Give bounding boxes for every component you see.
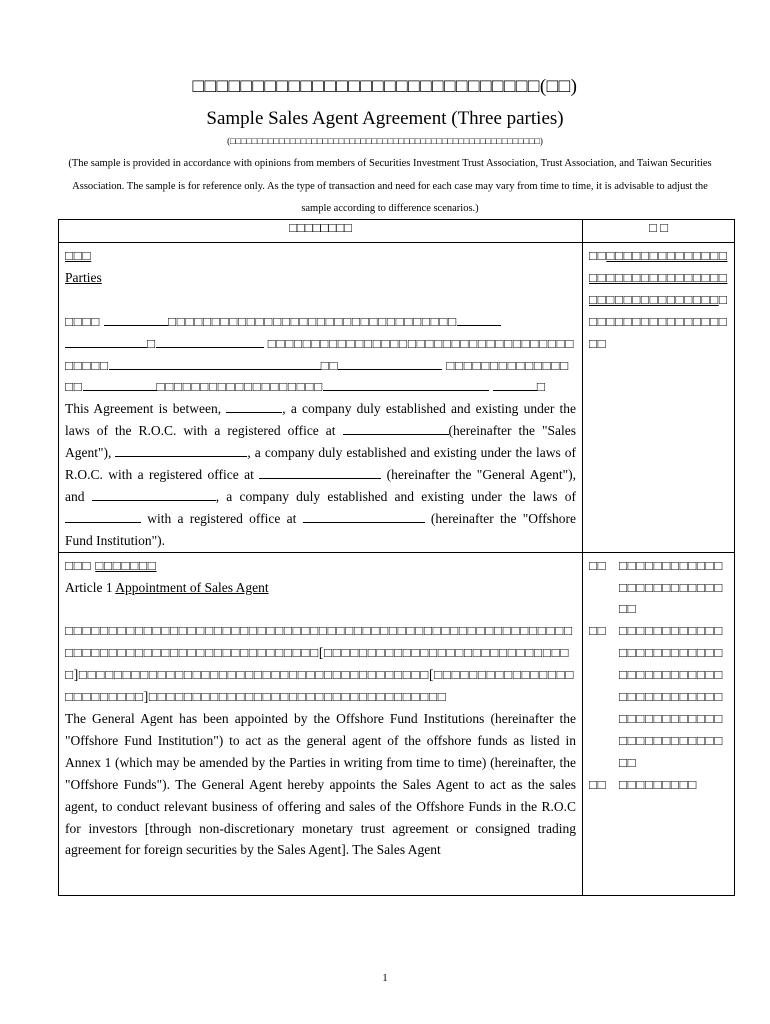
article-1-row bbox=[59, 552, 735, 895]
article-1-notes bbox=[583, 553, 734, 796]
sample-note-english: (The sample is provided in accordance with opinions from members of Securities Investment Trust Association, Trust Association, and Taiwan Securities Association. The sample is for reference only. As the type of transaction and need for each case may vary from time to time, it is advisable to adjust the sample according to difference scenarios.) bbox=[68, 158, 712, 214]
article-1-heading-chinese: □□□ □□□□□□□ bbox=[65, 557, 157, 573]
parties-note: □□□□□□□□□□□□□□□□□□□□□□□□□□□□□□□□□□□□□□□□□□□□□□□□□□□□□□□□□□□□□□□□□□ bbox=[589, 248, 728, 351]
parties-heading-chinese: □□□ bbox=[65, 248, 92, 263]
document-title-chinese: □□□□□□□□□□□□□□□□□□□□□□□□□□□□□(□□) bbox=[192, 76, 578, 97]
article-1-note: □□ □□□□□□□□□□□□□□□□□□□□□□□□□□□□□□□□□□□□□□□□□□□□□□□□□□□□□□□□□□□□□□□□□□□□□□□□□□ bbox=[589, 623, 723, 770]
article-1-heading-english: Article 1 Appointment of Sales Agent bbox=[65, 579, 269, 595]
column-header-clauses: □□□□□□□□ bbox=[59, 220, 583, 243]
article-1-body-chinese: □□□□□□□□□□□□□□□□□□□□□□□□□□□□□□□□□□□□□□□□□□□□□□□□□□□□□□□□□□□□□□□□□□□□□□□□□□□□□□□□□□□□□□□[□□□□□□□□□□□□□□□□□□□□□□□□□□□□□]□□□□□□□□□□□□□□□□□□□□□□□□□□□□□□□□□□□□□□□□[□□□□□□□□□□□□□□□□□□□□□□□□□]□□□□□□□□□□□□□□□□□□□□□□□□□□□□□□□□□□ bbox=[65, 623, 575, 705]
article-1-note: □□ □□□□□□□□□ bbox=[589, 776, 697, 792]
article-1-body-english: The General Agent has been appointed by the Offshore Fund Institutions (hereinafter the "Offshore Fund Institution") to act as the general agent of the offshore funds as listed in Annex 1 (which may be amended by the Parties in writing from time to time) (hereinafter, the "Offshore Funds"). The General Agent hereby appoints the Sales Agent to act as the sales agent, to conduct relevant business of offering and sales of the Offshore Funds in the R.O.C for investors [through non-discretionary monetary trust agreement or consigned trading agreement for foreign securities by the Sales Agent]. The Sales Agent bbox=[65, 711, 576, 858]
table-header-row bbox=[59, 220, 735, 243]
sample-note-chinese: (□□□□□□□□□□□□□□□□□□□□□□□□□□□□□□□□□□□□□□□□□□□□□□□□□□□□□□□□□) bbox=[227, 136, 543, 146]
parties-clause-english: This Agreement is between, , a company duly established and existing under the laws of the R.O.C. with a registered office at (hereinafter the "Sales Agent"), , a company duly established and existing under the laws of R.O.C. with a registered office at (hereinafter the "General Agent"), and , a company duly established and existing under the laws of with a registered office at (hereinafter the "Offshore Fund Institution"). bbox=[65, 398, 576, 551]
article-1-note: □□ □□□□□□□□□□□□□□□□□□□□□□□□□□ bbox=[589, 557, 723, 617]
page-number: 1 bbox=[382, 972, 388, 984]
parties-heading-english: Parties bbox=[65, 269, 102, 285]
column-header-notes: □ □ bbox=[583, 220, 735, 243]
document-title-english: Sample Sales Agent Agreement (Three parties) bbox=[206, 108, 564, 129]
agreement-table bbox=[58, 219, 735, 896]
parties-clause-chinese: □□□□ □□□□□□□□□□□□□□□□□□□□□□□□□□□□□□□□□ □ □□□□□□□□□□□□□□□□□□□□□□□□□□□□□□□□□□□□□□□□ □□ □□□□□□□□□□□□□□□□ □□□□□□□□□□□□□□□□□□□ □ bbox=[65, 311, 576, 399]
parties-row bbox=[59, 243, 735, 553]
